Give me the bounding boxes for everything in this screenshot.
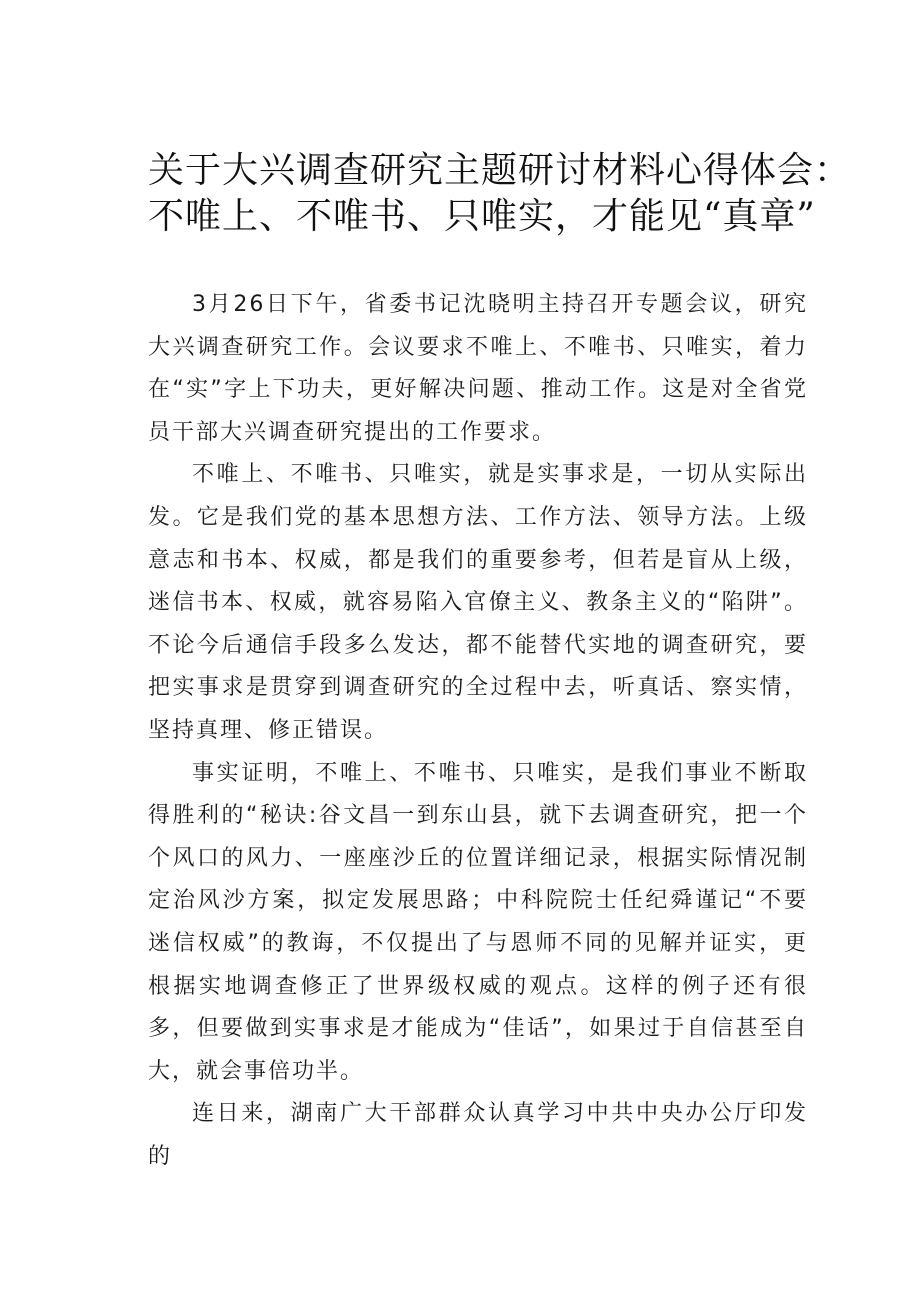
title-line-1: 关于大兴调查研究主题研讨材料心得体会： xyxy=(148,150,852,191)
paragraph-4: 连日来，湖南广大干部群众认真学习中共中央办公厅印发的 xyxy=(148,1101,808,1169)
title-line-2: 不唯上、不唯书、只唯实，才能见“真章” xyxy=(148,196,816,237)
paragraph-3: 事实证明，不唯上、不唯书、只唯实，是我们事业不断取得胜利的“秘诀:谷文昌一到东山县，就下去调查研究，把一个个风口的风力、一座座沙丘的位置详细记录，根据实际情况制定治风沙方案，拟定发展思路；中科院院士任纪舜谨记“不要迷信权威”的教诲，不仅提出了与恩师不同的见解并证实，更根据实地调查修正了世界级权威的观点。这样的例子还有很多，但要做到实事求是才能成为“佳话”，如果过于自信甚至自大，就会事倍功半。 xyxy=(148,760,808,1084)
document-body xyxy=(148,284,808,1178)
paragraph-1: 3月26日下午，省委书记沈晓明主持召开专题会议，研究大兴调查研究工作。会议要求不唯上、不唯书、只唯实，着力在“实”字上下功夫，更好解决问题、推动工作。这是对全省党员干部大兴调查研究提出的工作要求。 xyxy=(148,292,808,445)
paragraph-2: 不唯上、不唯书、只唯实，就是实事求是，一切从实际出发。它是我们党的基本思想方法、工作方法、领导方法。上级意志和书本、权威，都是我们的重要参考，但若是盲从上级，迷信书本、权威，就容易陷入官僚主义、教条主义的“陷阱”。不论今后通信手段多么发达，都不能替代实地的调查研究，要把实事求是贯穿到调查研究的全过程中去，听真话、察实情，坚持真理、修正错误。 xyxy=(148,462,808,743)
document-title xyxy=(148,148,852,240)
